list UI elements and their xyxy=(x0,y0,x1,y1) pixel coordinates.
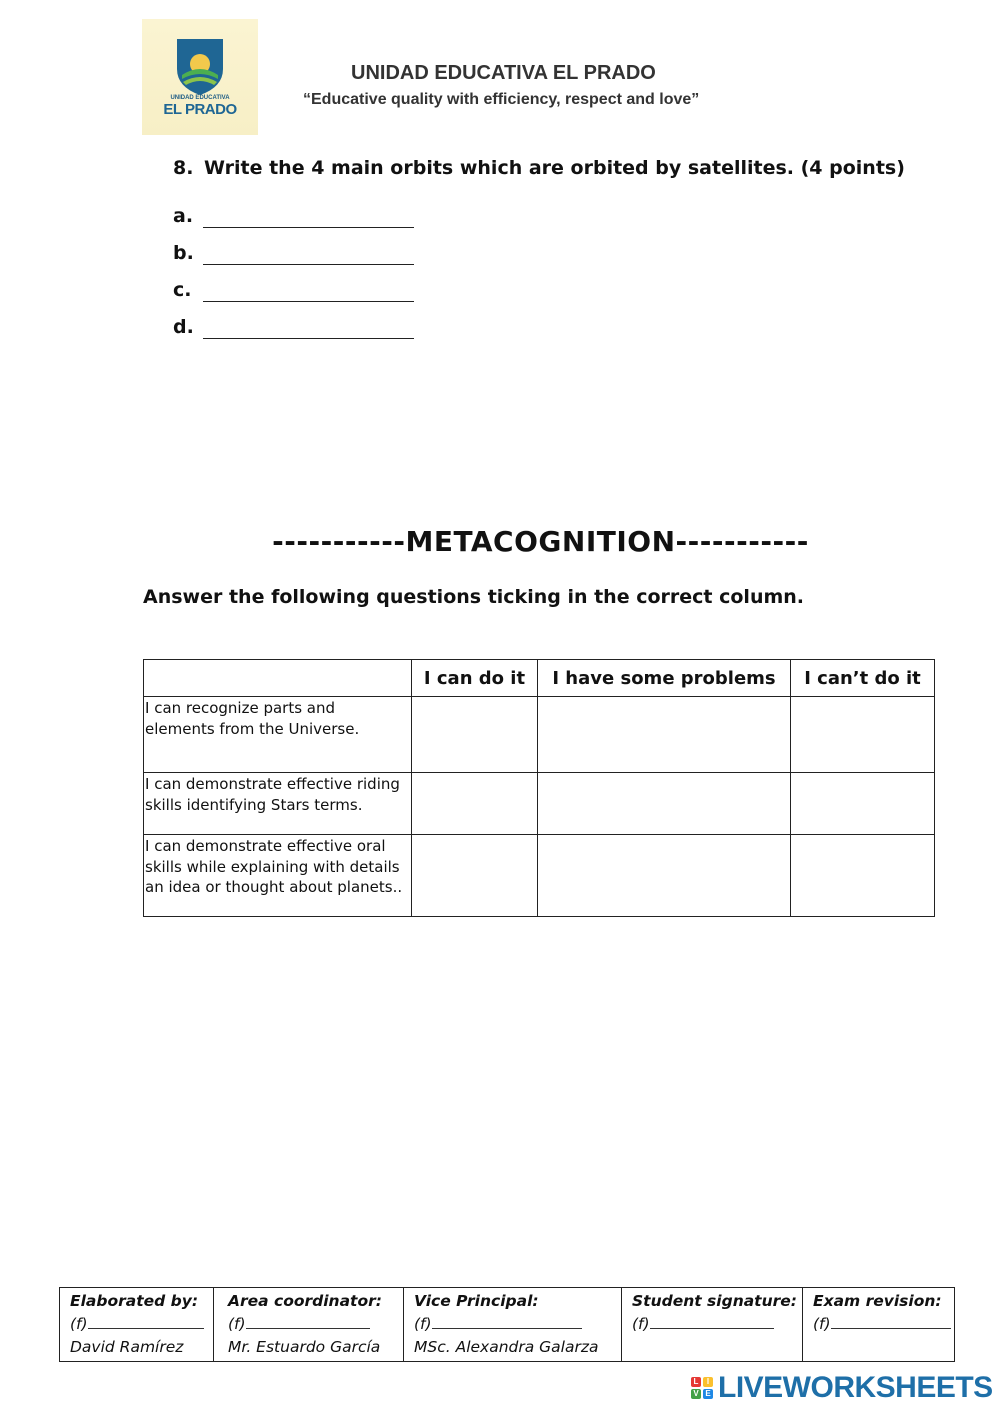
signature-cell-exam-revision xyxy=(803,1288,955,1362)
logo-letter: E xyxy=(703,1389,713,1399)
tick-cell-can-do[interactable] xyxy=(412,773,538,835)
tick-cell-some-problems[interactable] xyxy=(538,835,791,917)
signature-label: Area coordinator: xyxy=(228,1292,382,1310)
signature-name: David Ramírez xyxy=(70,1338,184,1356)
school-motto: “Educative quality with efficiency, respect and love” xyxy=(303,91,700,108)
liveworksheets-logo-icon xyxy=(690,1376,714,1400)
answer-letter: c. xyxy=(173,279,192,301)
answer-blank-b[interactable] xyxy=(203,242,414,265)
answer-row-a xyxy=(173,205,414,242)
logo-letter: I xyxy=(703,1377,713,1387)
school-name: UNIDAD EDUCATIVA EL PRADO xyxy=(351,62,656,84)
metacognition-table xyxy=(143,659,935,917)
signature-name: MSc. Alexandra Galarza xyxy=(414,1338,599,1356)
tick-cell-some-problems[interactable] xyxy=(538,773,791,835)
logo-caption-bottom: EL PRADO xyxy=(163,101,237,118)
answer-row-d xyxy=(173,316,414,353)
signature-f-mark: (f) xyxy=(632,1315,650,1333)
answer-row-c xyxy=(173,279,414,316)
signature-table xyxy=(59,1287,955,1362)
logo-letter: L xyxy=(691,1377,701,1387)
signature-label: Vice Principal: xyxy=(414,1292,539,1310)
table-row xyxy=(144,773,935,835)
signature-name: Mr. Estuardo García xyxy=(228,1338,381,1356)
question-8 xyxy=(173,157,905,179)
answer-letter: a. xyxy=(173,205,194,227)
question-number: 8. xyxy=(173,157,194,179)
signature-cell-elaborated xyxy=(60,1288,214,1362)
signature-line[interactable] xyxy=(228,1313,398,1336)
liveworksheets-brand: LIVEWORKSHEETS xyxy=(718,1371,993,1404)
statement-cell: I can demonstrate effective oral skills while explaining with details an idea or thought about planets.. xyxy=(144,835,412,917)
column-header-cant-do: I can’t do it xyxy=(791,660,935,697)
metacognition-title: -----------METACOGNITION----------- xyxy=(272,525,809,558)
signature-f-mark: (f) xyxy=(813,1315,831,1333)
question-text: Write the 4 main orbits which are orbited by satellites. (4 points) xyxy=(204,157,905,179)
tick-cell-some-problems[interactable] xyxy=(538,697,791,773)
signature-label: Elaborated by: xyxy=(70,1292,199,1310)
statement-cell: I can demonstrate effective riding skills identifying Stars terms. xyxy=(144,773,412,835)
school-logo xyxy=(142,19,258,135)
table-row xyxy=(144,835,935,917)
answer-letter: d. xyxy=(173,316,194,338)
answer-letter: b. xyxy=(173,242,194,264)
column-header-can-do: I can do it xyxy=(412,660,538,697)
table-row xyxy=(144,697,935,773)
metacognition-instruction: Answer the following questions ticking in the correct column. xyxy=(143,586,805,608)
signature-label: Student signature: xyxy=(632,1292,797,1310)
signature-f-mark: (f) xyxy=(414,1315,432,1333)
signature-f-mark: (f) xyxy=(228,1315,246,1333)
tick-cell-cant-do[interactable] xyxy=(791,697,935,773)
answer-blank-d[interactable] xyxy=(203,316,414,339)
signature-label: Exam revision: xyxy=(813,1292,942,1310)
statement-cell: I can recognize parts and elements from the Universe. xyxy=(144,697,412,773)
logo-letter: V xyxy=(691,1389,701,1399)
tick-cell-cant-do[interactable] xyxy=(791,835,935,917)
column-header-some-problems: I have some problems xyxy=(538,660,791,697)
table-header-row xyxy=(144,660,935,697)
tick-cell-can-do[interactable] xyxy=(412,835,538,917)
answer-blank-c[interactable] xyxy=(203,279,414,302)
signature-cell-student xyxy=(622,1288,803,1362)
signature-cell-vice-principal xyxy=(404,1288,622,1362)
signature-line[interactable] xyxy=(70,1313,208,1336)
tick-cell-can-do[interactable] xyxy=(412,697,538,773)
signature-line[interactable] xyxy=(813,1313,949,1336)
tick-cell-cant-do[interactable] xyxy=(791,773,935,835)
answer-row-b xyxy=(173,242,414,279)
logo-caption-top: UNIDAD EDUCATIVA xyxy=(170,95,230,101)
signature-line[interactable] xyxy=(414,1313,616,1336)
signature-f-mark: (f) xyxy=(70,1315,88,1333)
signature-line[interactable] xyxy=(632,1313,797,1336)
column-header-statement xyxy=(144,660,412,697)
signature-row xyxy=(60,1288,955,1362)
answer-list xyxy=(173,205,414,353)
liveworksheets-watermark xyxy=(690,1372,993,1404)
signature-cell-coordinator xyxy=(214,1288,404,1362)
answer-blank-a[interactable] xyxy=(203,205,414,228)
